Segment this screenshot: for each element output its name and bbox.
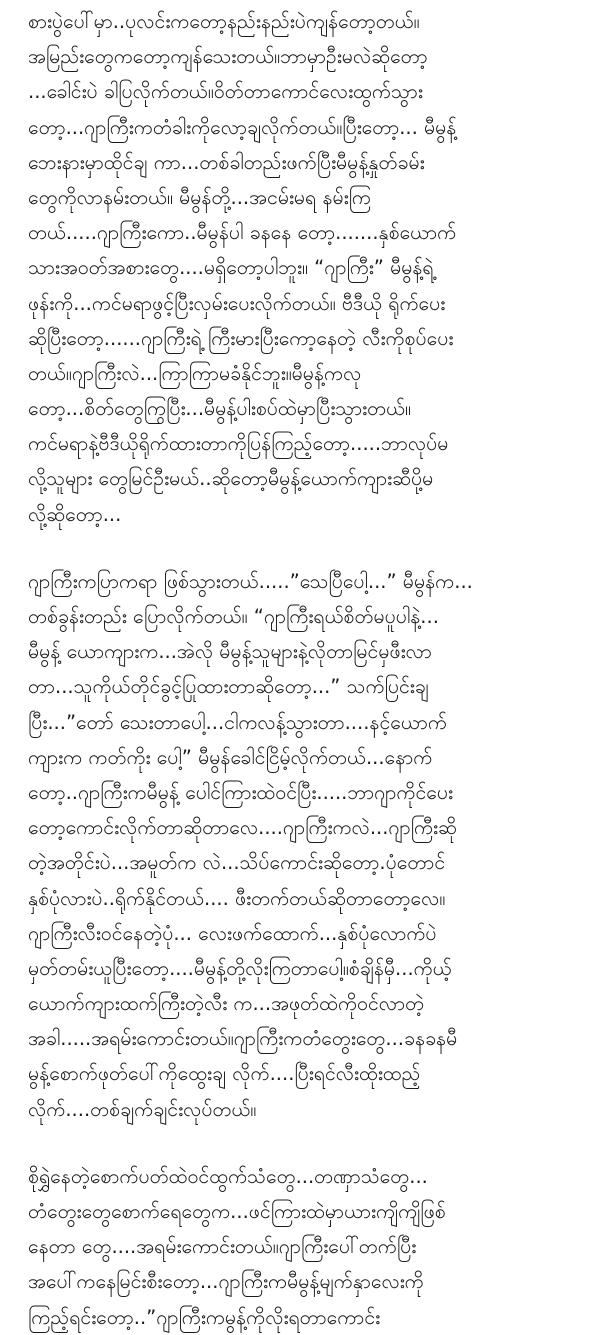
story-paragraph (28, 4, 571, 532)
text-line: ကြည့်ရင်းတော့..”ဂျာကြီးကမွန့်ကိုလိုးရတာကောင်း (28, 1305, 381, 1329)
text-line: တာ...သူကိုယ်တိုင်ခွင့်ပြုထားတာဆိုတော့...” သက်ပြင်းချ (28, 675, 429, 699)
text-line: တော့...ဂျာကြီးကတံခါးကိုလော့ချလိုက်တယ်။ပြီးတော့... မီမွန့် (28, 115, 457, 139)
text-line: ဘေးနားမှာထိုင်ချ ကာ...တစ်ခါတည်းဖက်ပြီးမီမွန့်နှုတ်ခမ်း (28, 150, 425, 174)
text-line: နှစ်ပုံလားပဲ..ရိုက်နိုင်တယ်.... ဖီးတက်တယ်ဆိုတာတော့လေ။ (28, 886, 446, 910)
story-body (28, 4, 571, 1335)
text-line: တံတွေးတွေစောက်ရေတွေက...ဖင်ကြားထဲမှာယားကျိကျိဖြစ် (28, 1200, 446, 1223)
text-line: တယ်။ဂျာကြီးလဲ...ကြာကြာမခံနိုင်ဘူး။မီမွန့်ကလု (28, 361, 362, 385)
text-line: ဂျာကြီးလီးဝင်နေတဲ့ပုံ... လေးဖက်ထောက်...နှစ်ပုံလောက်ပဲ (28, 921, 437, 945)
story-paragraph (28, 1159, 571, 1335)
text-line: နေတာ တွေ....အရမ်းကောင်းတယ်။ဂျာကြီးပေါ်တက်ပြီး (28, 1235, 417, 1259)
text-line: တော့..ဂျာကြီးကမီမွန့် ပေါင်ကြားထဲဝင်ပြီး.....ဘာဂျာကိုင်ပေး (28, 780, 453, 804)
text-line: လိုက်....တစ်ချက်ချင်းလုပ်တယ်။ (28, 1097, 257, 1121)
text-line: တော့ကောင်းလိုက်တာဆိုတာလေ....ဂျာကြီးကလဲ...ဂျာကြီးဆို (28, 816, 457, 840)
text-line: အမြည်းတွေကတော့ကျန်သေးတယ်။ဘာမှာဦးမလဲဆိုတော့ (28, 45, 428, 69)
text-line: တော့...စိတ်တွေကြွပြီး...မီမွန့်ပါးစပ်ထဲမှာပြီးသွားတယ်။ (28, 397, 411, 421)
story-paragraph (28, 564, 571, 1127)
text-line: တစ်ခွန်းတည်း ပြောလိုက်တယ်။ “ဂျာကြီးရယ်စိတ်မပူပါနဲ့... (28, 605, 439, 628)
text-line: မှတ်တမ်းယူပြီးတော့....မီမွန့်တို့လိုးကြတာပေါ့။စံချိန်မှီ...ကိုယ့် (28, 956, 452, 980)
text-line: ယောက်ကျားထက်ကြီးတဲ့လီး က...အဖုတ်ထဲကိုဝင်လာတဲ့ (28, 992, 425, 1016)
text-line: ဆိုပြီးတော့......ဂျာကြီးရဲ့ ကြီးမားပြီးကော့နေတဲ့ လီးကိုစုပ်ပေး (28, 326, 454, 350)
text-line: တယ်.....ဂျာကြီးကော..မီမွန်ပါ ခနနေ တော့.......နှစ်ယောက် (28, 221, 457, 245)
text-line: အခါ.....အရမ်းကောင်းတယ်။ဂျာကြီးကတံတွေးတွေ...ခနခနမီ (28, 1027, 458, 1051)
text-line: လို့ဆိုတော့... (28, 502, 122, 526)
text-line: ပြီး...”တော် သေးတာပေါ့...ငါကလန့်သွားတာ....နင့်ယောက် (28, 710, 447, 734)
text-line: လို့သူများ တွေမြင်ဦးမယ်..ဆိုတော့မီမွန့်ယောက်ကျားဆီပို့မ (28, 467, 434, 491)
text-line: တဲ့အတိုင်းပဲ...အမူတ်က လဲ...သိပ်ကောင်းဆိုတော့.ပုံတောင် (28, 851, 446, 875)
text-line: မွန့်စောက်ဖုတ်ပေါ်ကိုထွေးချ လိုက်....ပြီးရင်လီးထိုးထည့် (28, 1062, 421, 1086)
text-line: ...ခေါင်းပဲ ခါပြလိုက်တယ်။ဝိတ်တာကောင်လေးထွက်သွား (28, 80, 423, 104)
text-line: ကင်မရာနဲ့ဗီဒီယိုရိုက်ထားတာကိုပြန်ကြည့်တော့.....ဘာလုပ်မ (28, 432, 449, 456)
text-line: စားပွဲပေါ်မှာ..ပုလင်းကတော့နည်းနည်းပဲကျန်တော့တယ်။ (28, 10, 420, 33)
text-line: မီမွန့် ယောကျားက...အဲလို မီမွန့်သူများနဲ့လိုတာမြင်မှဖီးလာ (28, 640, 432, 664)
text-line: အပေါ်ကနေမြင်းစီးတော့...ဂျာကြီးကမီမွန့်မျက်နှာလေးကို (28, 1270, 424, 1294)
text-line: တွေကိုလာနမ်းတယ်။ မီမွန်တို့...အငမ်းမရ နမ်းကြ (28, 185, 371, 209)
text-line: စိုရွှဲနေတဲ့စောက်ပတ်ထဲဝင်ထွက်သံတွေ...တဏှာသံတွေ... (28, 1164, 428, 1188)
text-line: သားအဝတ်အစားတွေ....မရှိတော့ပါဘူး။ “ဂျာကြီး” မီမွန့်ရဲ့ (28, 256, 434, 280)
text-line: ဂျာကြီးကပြာကရာ ဖြစ်သွားတယ်.....”သေပြီပေါ့...” မီမွန်က... (28, 569, 473, 593)
text-line: ကျားက ကတ်ကိုး ပေါ့” မီမွန်ခေါင်ငြိမ့်လိုက်တယ်...နောက် (28, 745, 433, 769)
text-line: ဖုန်းကို...ကင်မရာဖွင့်ပြီးလှမ်းပေးလိုက်တယ်။ ဗီဒီယို ရိုက်ပေး (28, 291, 446, 315)
